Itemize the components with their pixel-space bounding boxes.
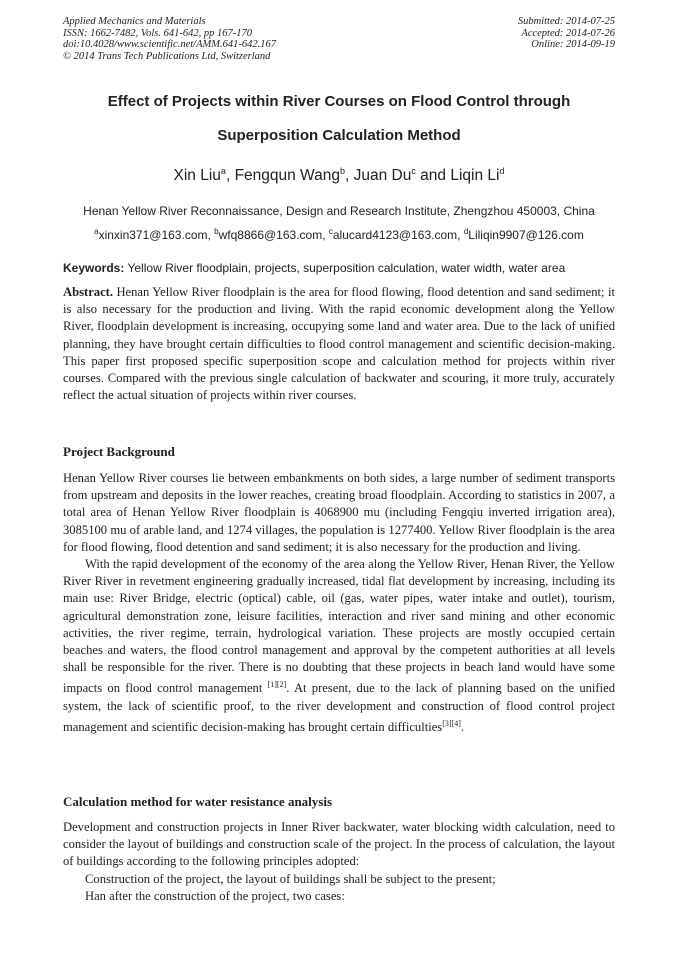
abstract xyxy=(63,284,615,404)
author-mark: a xyxy=(220,166,226,176)
email-address[interactable]: wfq8866@163.com xyxy=(218,228,323,242)
paper-title-line-2: Superposition Calculation Method xyxy=(217,127,461,144)
email-mark: c xyxy=(328,227,333,236)
author-name: Xin Liu xyxy=(173,167,221,184)
journal-header xyxy=(63,16,276,62)
citation[interactable]: [1][2] xyxy=(267,680,287,690)
author-mark: c xyxy=(411,166,416,176)
abstract-label: Abstract. xyxy=(63,285,114,299)
section-heading-calculation: Calculation method for water resistance analysis xyxy=(63,794,333,809)
keywords-text: Yellow River floodplain, projects, superposition calculation, water width, water area xyxy=(127,261,566,275)
author-name: Liqin Li xyxy=(450,167,500,184)
accepted-date: Accepted: 2014-07-26 xyxy=(521,27,615,39)
email-mark: d xyxy=(463,227,469,236)
paragraph: Construction of the project, the layout of buildings shall be subject to the present; xyxy=(85,871,496,886)
author-list xyxy=(40,166,638,185)
email-separator: , xyxy=(322,228,329,242)
keywords-label: Keywords: xyxy=(63,261,125,275)
paragraph: Han after the construction of the project, two cases: xyxy=(85,888,345,903)
email-mark: b xyxy=(214,227,219,236)
author-mark: b xyxy=(339,166,345,176)
email-list xyxy=(40,227,638,242)
citation[interactable]: [3][4] xyxy=(442,718,461,728)
abstract-text: Henan Yellow River floodplain is the area for flood flowing, flood detention and sand sediment; it is also necessary for the production and living. With the rapid economic development along the Yellow River, floodplain development is increasing, occupying some land and water area. Due to the lack of unified planning, they have brought certain difficulties to flood control management and scientific decision-making. This paper first proposed specific superposition scope and calculation method for projects within river courses. Compared with the previous single calculation of backwater and scouring, it more truly, accurately reflect the actual situation of projects within river courses. xyxy=(63,285,615,403)
paragraph-text: . xyxy=(460,719,465,734)
online-date: Online: 2014-09-19 xyxy=(531,39,615,50)
paper-title-line-1: Effect of Projects within River Courses on Flood Control through xyxy=(107,93,571,110)
email-separator: , xyxy=(207,228,215,242)
issn: ISSN: 1662-7482, Vols. 641-642, pp 167-170 xyxy=(63,27,252,39)
copyright: © 2014 Trans Tech Publications Ltd, Switzerland xyxy=(63,50,271,62)
affiliation: Henan Yellow River Reconnaissance, Design and Research Institute, Zhengzhou 450003, China xyxy=(83,204,595,218)
author-separator: , xyxy=(345,167,354,184)
email-address[interactable]: xinxin371@163.com xyxy=(98,228,208,242)
paragraph: Development and construction projects in Inner River backwater, water blocking width calculation, need to consider the layout of buildings and construction scale of the project. In the process of calculation, the layout of buildings according to the following principles adopted: xyxy=(63,820,615,869)
author-name: Fengqun Wang xyxy=(234,167,340,184)
author-mark: d xyxy=(499,166,505,176)
email-address[interactable]: alucard4123@163.com xyxy=(332,228,458,242)
keywords xyxy=(63,261,623,275)
paragraph-text: . At present, due to the lack of planning based on the unified system, the lack of scientific proof, to the river development and construction of flood control project management and scientific decision-making has brought certain difficulties xyxy=(63,681,615,734)
paragraph xyxy=(63,556,615,736)
paragraph-text: With the rapid development of the economy of the area along the Yellow River, Henan River, the Yellow River River in revetment engineering gradually increased, tidal flat development by increasing, including its main use: River Bridge, electric (optical) cable, oil (gas, water pipes, water intake and outlet), tourism, agricultural demonstration zone, leisure facilities, interaction and river sand mining and other economic activities, the river regime, terrain, hydrological variation. These projects are mostly occupied certain beaches and waters, the flood control management and approval by the competent authorities at all levels shall be responsible for the river. There is no doubting that these projects in beach land would have some impacts on flood control management xyxy=(63,557,615,696)
author-separator: and xyxy=(415,167,451,184)
section-body-calculation xyxy=(63,819,615,905)
dates-header xyxy=(518,16,615,51)
doi: doi:10.4028/www.scientific.net/AMM.641-642.167 xyxy=(63,39,276,50)
paragraph: Henan Yellow River courses lie between embankments on both sides, a large number of sediment transports from upstream and deposits in the lower reaches, creating broad floodplain. According to statistics in 2007, a total area of Henan Yellow River floodplain is 4068900 mu (including Fengqiu inverted irrigation area), 3085100 mu of arable land, and 1274 villages, the population is 1277400. Yellow River floodplain is the area for flood flowing, flood detention and sand sediment; it is also necessary for the production and living. xyxy=(63,471,615,554)
author-separator: , xyxy=(225,167,235,184)
section-body-background xyxy=(63,470,615,736)
email-mark: a xyxy=(94,227,99,236)
section-heading-background: Project Background xyxy=(63,444,175,459)
submitted-date: Submitted: 2014-07-25 xyxy=(517,16,615,27)
email-separator: , xyxy=(457,228,464,242)
email-address[interactable]: Liliqin9907@126.com xyxy=(468,228,584,242)
journal-name: Applied Mechanics and Materials xyxy=(63,16,206,27)
author-name: Juan Du xyxy=(353,167,412,184)
